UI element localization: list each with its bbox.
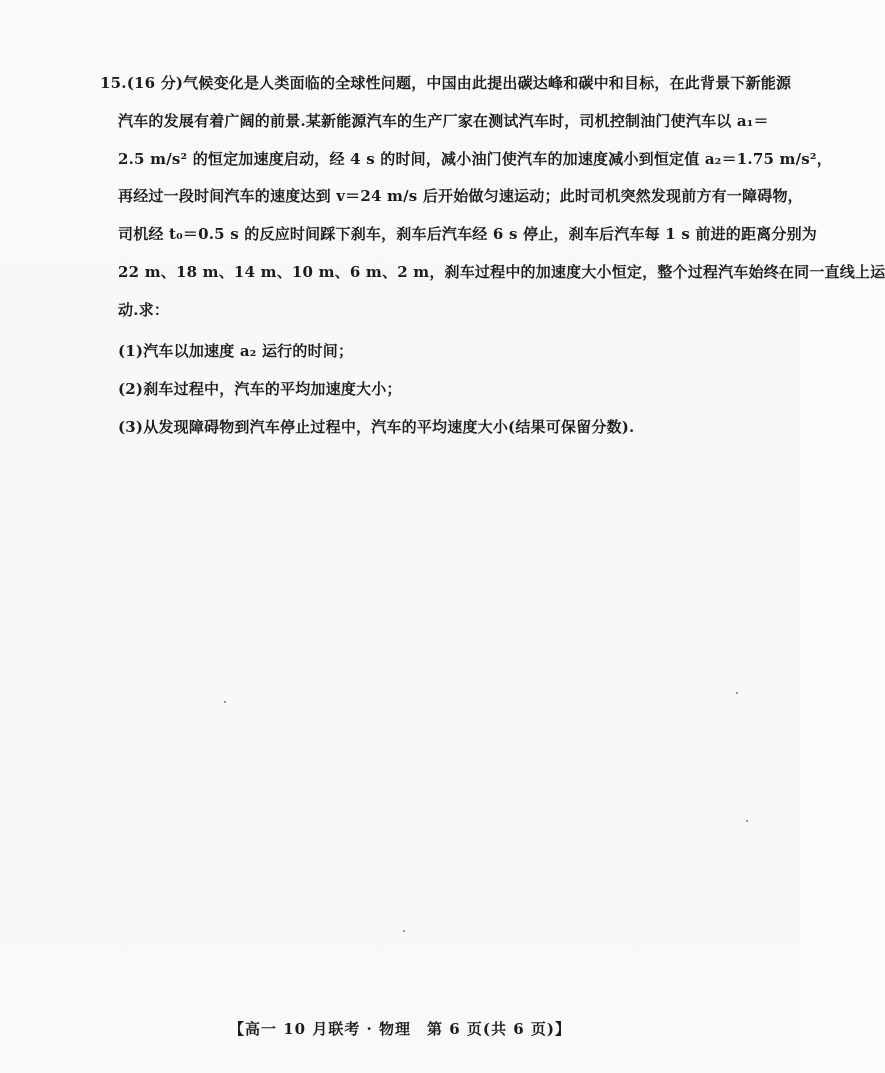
scan-speck [224,701,226,703]
question-line: 15.(16 分)气候变化是人类面临的全球性问题，中国由此提出碳达峰和碳中和目标，在此背景下新能源 [100,74,792,92]
scan-speck [736,692,738,694]
scan-speck [746,820,748,822]
page-footer: 【高一 10 月联考 · 物理 第 6 页(共 6 页)】 [229,1020,571,1038]
sub-question-2: (2)刹车过程中，汽车的平均加速度大小； [118,380,402,398]
scan-speck [403,930,405,932]
question-line: 动.求： [118,300,170,319]
question-15 [100,72,885,337]
question-line: 22 m、18 m、14 m、10 m、6 m、2 m，刹车过程中的加速度大小恒定，整个过程汽车始终在同一直线上运 [118,262,885,281]
sub-question-1: (1)汽车以加速度 a₂ 运行的时间； [118,342,354,360]
question-line: 2.5 m/s² 的恒定加速度启动，经 4 s 的时间，减小油门使汽车的加速度减小到恒定值 a₂＝1.75 m/s²， [118,149,832,168]
question-line: 司机经 t₀＝0.5 s 的反应时间踩下刹车，刹车后汽车经 6 s 停止，刹车后汽车每 1 s 前进的距离分别为 [118,225,818,244]
sub-question-3: (3)从发现障碍物到汽车停止过程中，汽车的平均速度大小(结果可保留分数). [118,418,635,436]
question-line: 再经过一段时间汽车的速度达到 v＝24 m/s 后开始做匀速运动；此时司机突然发现前方有一障碍物， [118,187,803,206]
question-line: 汽车的发展有着广阔的前景.某新能源汽车的生产厂家在测试汽车时，司机控制油门使汽车以 a₁＝ [118,111,769,130]
